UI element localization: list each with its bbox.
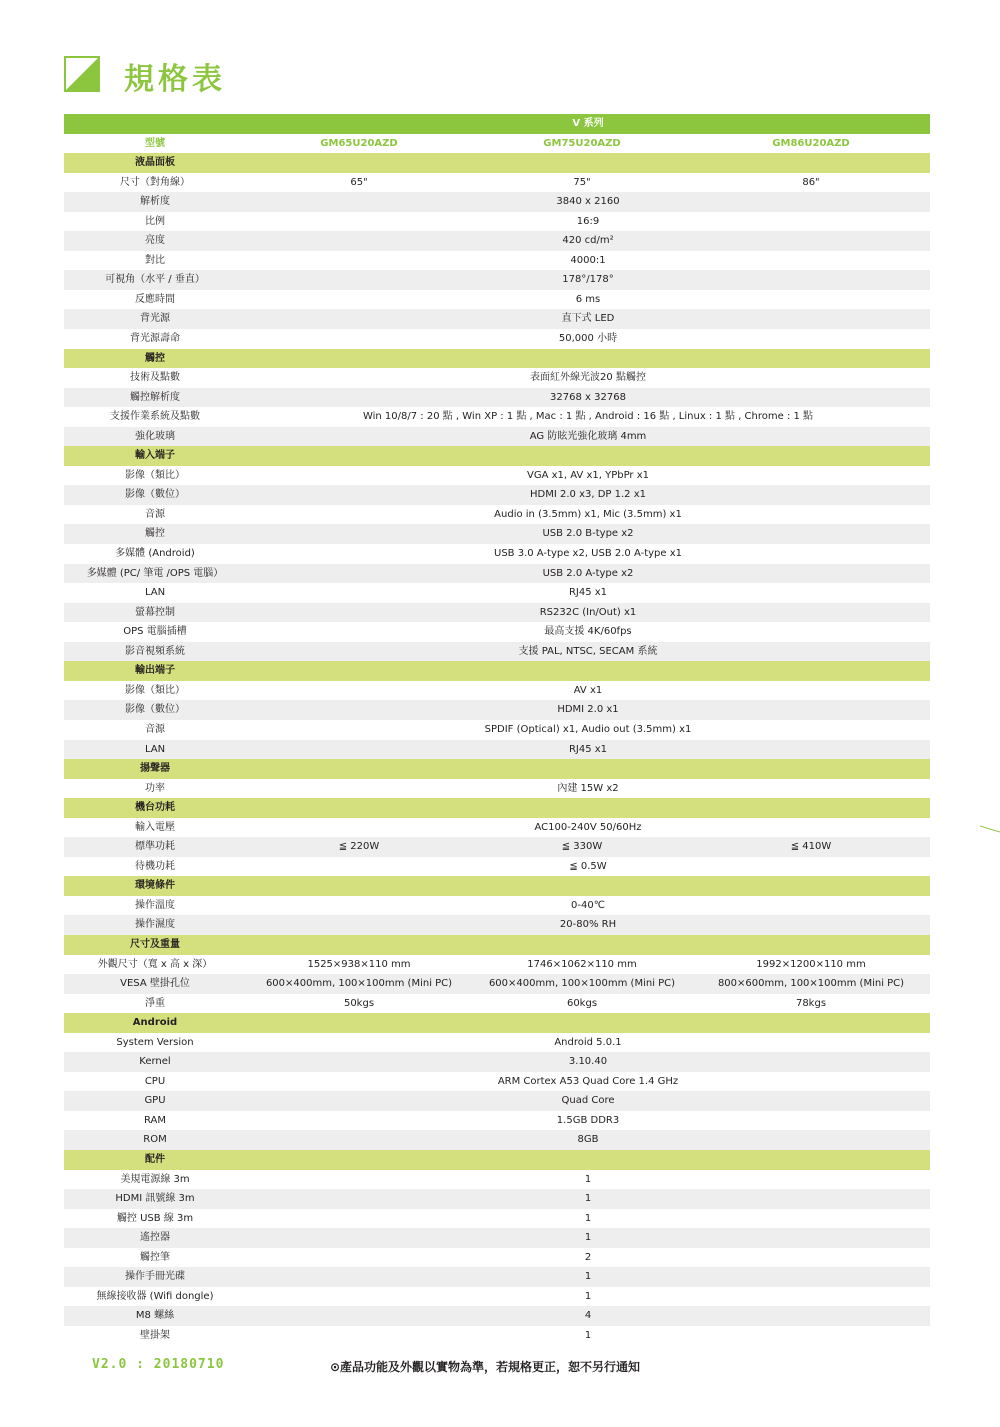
spec-value: 60kgs: [566, 997, 598, 1009]
spec-row: [64, 290, 930, 310]
spec-label: 背光源壽命: [130, 333, 180, 345]
spec-value: 1: [584, 1329, 592, 1341]
spec-row: [64, 720, 930, 740]
spec-label: OPS 電腦插槽: [123, 626, 187, 638]
spec-value: 1: [584, 1212, 592, 1224]
spec-value: 最高支援 4K/60fps: [544, 626, 632, 638]
spec-row: [64, 1248, 930, 1268]
section-header-row: [64, 446, 930, 466]
spec-label: 音源: [145, 508, 165, 520]
spec-value: 65": [350, 176, 368, 188]
spec-value: ARM Cortex A53 Quad Core 1.4 GHz: [497, 1075, 679, 1087]
spec-label: GPU: [144, 1095, 166, 1107]
spec-value: Android 5.0.1: [554, 1036, 622, 1048]
spec-value: HDMI 2.0 x1: [557, 704, 619, 716]
spec-row: [64, 779, 930, 799]
spec-row: [64, 994, 930, 1014]
spec-row: [64, 192, 930, 212]
section-title: 配件: [145, 1153, 165, 1165]
spec-label: 遙控器: [140, 1232, 170, 1244]
series-name: V 系列: [572, 118, 604, 129]
spec-label: 操作手冊光碟: [125, 1271, 185, 1283]
spec-value: SPDIF (Optical) x1, Audio out (3.5mm) x1: [484, 723, 692, 735]
spec-value: RJ45 x1: [568, 587, 608, 599]
spec-value: USB 2.0 A-type x2: [542, 567, 634, 579]
spec-row: [64, 427, 930, 447]
spec-row: [64, 681, 930, 701]
spec-label: 影像（數位）: [125, 489, 185, 501]
spec-value: 直下式 LED: [561, 313, 615, 325]
section-header-row: [64, 1013, 930, 1033]
spec-value: HDMI 2.0 x3, DP 1.2 x1: [530, 489, 646, 501]
spec-row: [64, 1170, 930, 1190]
spec-label: 影像（類比）: [125, 684, 185, 696]
spec-value: 8GB: [577, 1134, 599, 1146]
spec-label: 標準功耗: [135, 841, 175, 853]
spec-value: 1: [584, 1271, 592, 1283]
spec-label: 強化玻璃: [135, 430, 175, 442]
spec-label: 支援作業系統及點數: [110, 411, 200, 423]
model-row: [64, 134, 930, 154]
model-name: GM65U20AZD: [320, 137, 398, 149]
spec-value: 1992×1200×110 mm: [756, 958, 866, 970]
spec-value: 1746×1062×110 mm: [527, 958, 637, 970]
spec-value: Win 10/8/7 : 20 點 , Win XP : 1 點 , Mac : 1 點 , Android : 16 點 , Linux : 1 點 , Chrome : 1 點: [362, 411, 814, 423]
spec-value: 50,000 小時: [558, 333, 618, 345]
spec-label: 淨重: [145, 997, 165, 1009]
spec-row: [64, 974, 930, 994]
spec-label: 多媒體 (PC/ 筆電 /OPS 電腦）: [86, 567, 224, 579]
spec-label: 待機功耗: [135, 860, 175, 872]
spec-row: [64, 1130, 930, 1150]
spec-row: [64, 407, 930, 427]
spec-value: 支援 PAL, NTSC, SECAM 系統: [518, 645, 658, 657]
spec-value: 2: [584, 1251, 592, 1263]
spec-label: 影像（類比）: [125, 469, 185, 481]
spec-row: [64, 564, 930, 584]
section-title: 機台功耗: [135, 802, 175, 814]
spec-label: 螢幕控制: [135, 606, 175, 618]
spec-label: ROM: [143, 1134, 167, 1146]
spec-label: CPU: [144, 1075, 166, 1087]
spec-row: [64, 1033, 930, 1053]
section-header-row: [64, 876, 930, 896]
spec-value: 86": [802, 176, 820, 188]
spec-row: [64, 700, 930, 720]
spec-label: 壁掛架: [140, 1329, 170, 1341]
spec-row: [64, 818, 930, 838]
spec-label: LAN: [144, 743, 166, 755]
spec-value: 4000:1: [570, 254, 606, 266]
spec-value: 0-40℃: [571, 899, 605, 911]
spec-row: [64, 1111, 930, 1131]
section-title: Android: [132, 1017, 178, 1029]
spec-row: [64, 1189, 930, 1209]
disclaimer-note: ⊙產品功能及外觀以實物為準，若規格更正，恕不另行通知: [330, 1360, 641, 1374]
spec-rows: [64, 153, 930, 1345]
spec-row: [64, 622, 930, 642]
model-name: GM86U20AZD: [772, 137, 850, 149]
spec-row: [64, 231, 930, 251]
spec-value: 內建 15W x2: [557, 782, 619, 794]
spec-label: 技術及點數: [130, 372, 180, 384]
spec-row: [64, 368, 930, 388]
section-title: 液晶面板: [135, 157, 175, 169]
spec-label: M8 螺絲: [135, 1310, 175, 1322]
spec-label: 亮度: [145, 235, 165, 247]
spec-label: 觸控解析度: [130, 391, 180, 403]
spec-label: 操作濕度: [135, 919, 175, 931]
spec-row: [64, 1072, 930, 1092]
spec-row: [64, 955, 930, 975]
spec-value: AG 防眩光強化玻璃 4mm: [529, 430, 647, 442]
spec-value: 3.10.40: [568, 1056, 608, 1068]
spec-label: 背光源: [140, 313, 170, 325]
spec-row: [64, 466, 930, 486]
spec-value: 1: [584, 1193, 592, 1205]
spec-label: 無線接收器 (Wifi dongle): [96, 1290, 214, 1302]
spec-row: [64, 505, 930, 525]
spec-row: [64, 1052, 930, 1072]
spec-label: 解析度: [140, 196, 170, 208]
spec-value: Audio in (3.5mm) x1, Mic (3.5mm) x1: [494, 508, 682, 520]
spec-row: [64, 524, 930, 544]
spec-value: USB 2.0 B-type x2: [542, 528, 634, 540]
spec-label: 輸入電壓: [135, 821, 175, 833]
spec-label: LAN: [144, 587, 166, 599]
spec-row: [64, 1091, 930, 1111]
section-title: 環境條件: [135, 880, 175, 892]
spec-value: RJ45 x1: [568, 743, 608, 755]
spec-label: 操作溫度: [135, 899, 175, 911]
spec-row: [64, 485, 930, 505]
spec-value: 1.5GB DDR3: [556, 1114, 620, 1126]
spec-label: 尺寸（對角線）: [120, 176, 190, 188]
spec-value: ≦ 220W: [338, 841, 380, 853]
spec-label: 對比: [145, 254, 165, 266]
page-title: 規格表: [124, 62, 226, 97]
spec-value: 178°/178°: [562, 274, 614, 286]
spec-value: Quad Core: [561, 1095, 615, 1107]
spec-label: 音源: [145, 723, 165, 735]
spec-row: [64, 270, 930, 290]
spec-value: 4: [584, 1310, 592, 1322]
spec-row: [64, 309, 930, 329]
spec-row: [64, 837, 930, 857]
spec-row: [64, 642, 930, 662]
spec-row: [64, 1326, 930, 1346]
spec-value: 6 ms: [575, 293, 601, 305]
spec-label: HDMI 訊號線 3m: [115, 1193, 195, 1205]
spec-value: AC100-240V 50/60Hz: [534, 821, 642, 833]
spec-value: AV x1: [573, 684, 603, 696]
section-header-row: [64, 759, 930, 779]
spec-value: 16:9: [576, 215, 600, 227]
spec-label: 美規電源線 3m: [120, 1173, 190, 1185]
spec-label: VESA 壁掛孔位: [120, 978, 190, 990]
spec-value: 50kgs: [343, 997, 375, 1009]
section-title: 輸入端子: [135, 450, 175, 462]
spec-value: USB 3.0 A-type x2, USB 2.0 A-type x1: [494, 548, 682, 560]
spec-row: [64, 603, 930, 623]
section-header-row: [64, 1150, 930, 1170]
spec-label: 多媒體 (Android): [115, 548, 195, 560]
spec-row: [64, 388, 930, 408]
spec-label: 觸控筆: [140, 1251, 170, 1263]
spec-row: [64, 896, 930, 916]
section-title: 輸出端子: [135, 665, 175, 677]
spec-row: [64, 1209, 930, 1229]
section-header-row: [64, 661, 930, 681]
spec-value: 1: [584, 1173, 592, 1185]
spec-value: 800×600mm, 100×100mm (Mini PC): [717, 978, 905, 990]
spec-value: 表面紅外線光波20 點觸控: [530, 372, 646, 384]
spec-row: [64, 583, 930, 603]
spec-label: 可視角（水平 / 垂直）: [105, 274, 205, 286]
spec-value: 600×400mm, 100×100mm (Mini PC): [265, 978, 453, 990]
spec-label: 比例: [145, 215, 165, 227]
spec-row: [64, 1267, 930, 1287]
spec-row: [64, 212, 930, 232]
spec-row: [64, 857, 930, 877]
spec-label: 功率: [145, 782, 165, 794]
spec-value: ≦ 330W: [561, 841, 603, 853]
spec-value: 600×400mm, 100×100mm (Mini PC): [488, 978, 676, 990]
spec-value: RS232C (In/Out) x1: [539, 606, 637, 618]
spec-label: 反應時間: [135, 293, 175, 305]
spec-label: 觸控 USB 線 3m: [116, 1212, 194, 1224]
spec-value: 78kgs: [795, 997, 827, 1009]
spec-row: [64, 173, 930, 193]
spec-row: [64, 915, 930, 935]
section-title: 揚聲器: [140, 763, 170, 775]
model-label: 型號: [145, 137, 165, 149]
section-title: 觸控: [145, 352, 165, 364]
section-title: 尺寸及重量: [130, 938, 180, 950]
spec-value: 3840 x 2160: [556, 196, 620, 208]
spec-value: VGA x1, AV x1, YPbPr x1: [526, 469, 650, 481]
spec-row: [64, 1306, 930, 1326]
series-row: [64, 114, 930, 134]
spec-label: 外觀尺寸（寬 x 高 x 深）: [97, 958, 213, 970]
spec-value: 1525×938×110 mm: [307, 958, 411, 970]
logo-icon: [64, 56, 100, 92]
spec-label: RAM: [143, 1114, 166, 1126]
version-stamp: V2.0 : 20180710: [92, 1357, 225, 1372]
spec-label: 影音視頻系統: [125, 645, 185, 657]
spec-label: Kernel: [139, 1056, 171, 1068]
spec-value: 1: [584, 1232, 592, 1244]
spec-row: [64, 740, 930, 760]
spec-label: 影像（數位）: [125, 704, 185, 716]
spec-row: [64, 1287, 930, 1307]
decorative-line: [980, 812, 1000, 834]
spec-value: 1: [584, 1290, 592, 1302]
spec-row: [64, 1228, 930, 1248]
spec-row: [64, 329, 930, 349]
spec-label: 觸控: [145, 528, 165, 540]
spec-value: 75": [573, 176, 591, 188]
spec-label: System Version: [116, 1036, 194, 1048]
spec-value: 420 cd/m²: [562, 235, 614, 247]
spec-value: 20-80% RH: [559, 919, 617, 931]
spec-row: [64, 251, 930, 271]
model-name: GM75U20AZD: [543, 137, 621, 149]
spec-value: ≦ 0.5W: [569, 860, 607, 872]
spec-value: ≦ 410W: [790, 841, 832, 853]
section-header-row: [64, 153, 930, 173]
section-header-row: [64, 935, 930, 955]
spec-value: 32768 x 32768: [550, 391, 626, 403]
section-header-row: [64, 798, 930, 818]
spec-table: [64, 114, 930, 1345]
spec-row: [64, 544, 930, 564]
section-header-row: [64, 349, 930, 369]
